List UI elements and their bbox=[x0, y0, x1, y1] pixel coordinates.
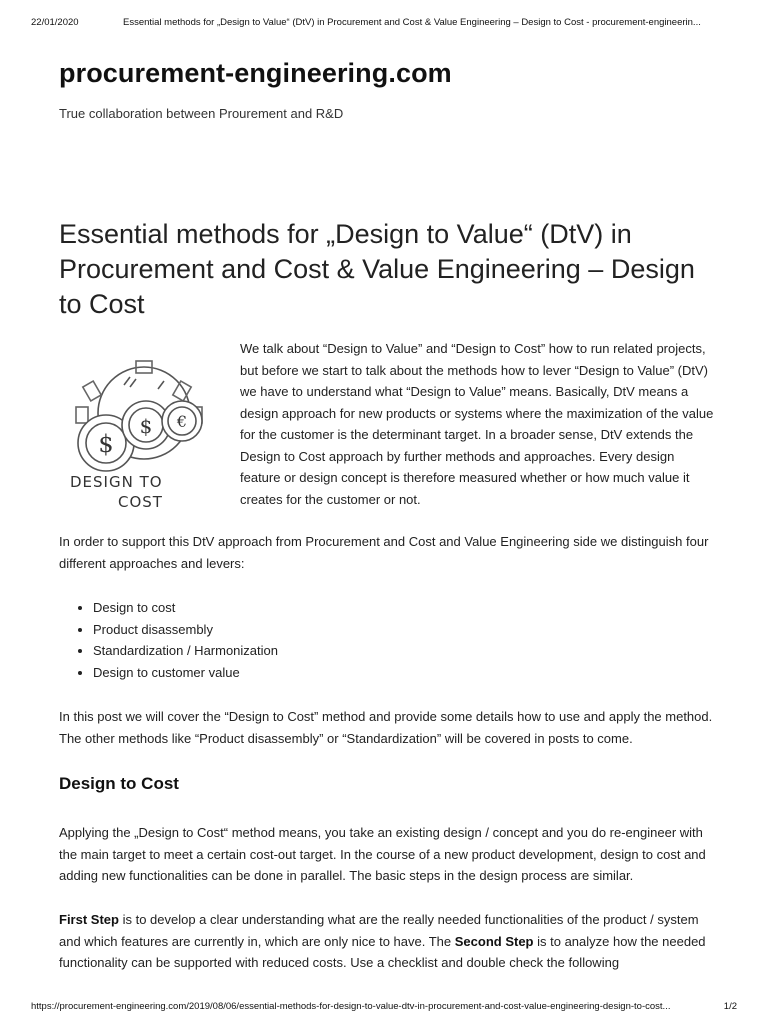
coin-symbol-euro: € bbox=[176, 412, 188, 431]
coins-gear-icon bbox=[66, 355, 216, 515]
page-number: 1/2 bbox=[723, 1001, 737, 1012]
list-item: • Standardization / Harmonization bbox=[93, 640, 278, 662]
list-item: • Design to customer value bbox=[93, 662, 278, 684]
coin-symbol-dollar-2: $ bbox=[139, 414, 153, 438]
cover-paragraph: In this post we will cover the “Design to Cost” method and provide some details how to use and apply the method. The other methods like “Product disassembly” or “Standardization” will be covered in posts to come. bbox=[59, 709, 713, 746]
print-url[interactable]: https://procurement-engineering.com/2019/08/06/essential-methods-for-design-to-value-dtv-in-procurement-and-cost-value-engineering-design-to-cost... bbox=[31, 1001, 671, 1012]
approach-paragraph: In order to support this DtV approach from Procurement and Cost and Value Engineering side we distinguish four different approaches and levers: bbox=[59, 534, 709, 571]
illustration-label-line2: COST bbox=[118, 493, 163, 511]
post-title: Essential methods for „Design to Value“ (DtV) in Procurement and Cost & Value Engineering – Design to Cost bbox=[59, 219, 695, 319]
design-to-cost-illustration bbox=[66, 355, 216, 515]
list-item: • Design to cost bbox=[93, 597, 278, 619]
second-step-label: Second Step bbox=[454, 933, 534, 949]
second-step-text: is to analyze how the needed functionality can be supported with reduced costs. Use a checklist and double check the following bbox=[59, 933, 706, 970]
section-heading: Design to Cost bbox=[59, 774, 179, 793]
list-item: • Product disassembly bbox=[93, 619, 278, 641]
site-tagline: True collaboration between Prourement and R&D bbox=[59, 106, 344, 121]
steps-paragraph bbox=[59, 909, 719, 974]
section-paragraph: Applying the „Design to Cost“ method means, you take an existing design / concept and you do re-engineer with the main target to meet a certain cost-out target. In the course of a new product development, design to cost and adding new functionalities can be done in parallel. The basic steps in the design process are similar. bbox=[59, 825, 706, 883]
first-step-label: First Step bbox=[59, 912, 119, 927]
print-date: 22/01/2020 bbox=[31, 17, 79, 28]
site-title[interactable]: procurement-engineering.com bbox=[59, 58, 452, 88]
intro-paragraph: We talk about “Design to Value” and “Design to Cost” how to run related projects, but before we start to talk about the methods how to lever “Design to Value” (DtV) we have to understand what “Design to Value” means. Basically, DtV means a design approach for new products or systems where the maximization of the value for the customer is the determinant target. In a broader sense, DtV extends the Design to Cost approach by further methods and approaches. Every design feature or design concept is therefore measured whether or how much value it creates for the customer or not. bbox=[240, 341, 714, 507]
illustration-label-line1: DESIGN TO bbox=[70, 473, 163, 491]
first-step-text: is to develop a clear understanding what are the really needed functionalities of the product / system and which features are currently in, which are only nice to have. The bbox=[59, 912, 699, 949]
print-document-title: Essential methods for „Design to Value“ (DtV) in Procurement and Cost & Value Engineering – Design to Cost - procurement-engineerin... bbox=[123, 17, 701, 28]
levers-list bbox=[59, 597, 278, 683]
coin-symbol-dollar-1: $ bbox=[98, 430, 114, 458]
